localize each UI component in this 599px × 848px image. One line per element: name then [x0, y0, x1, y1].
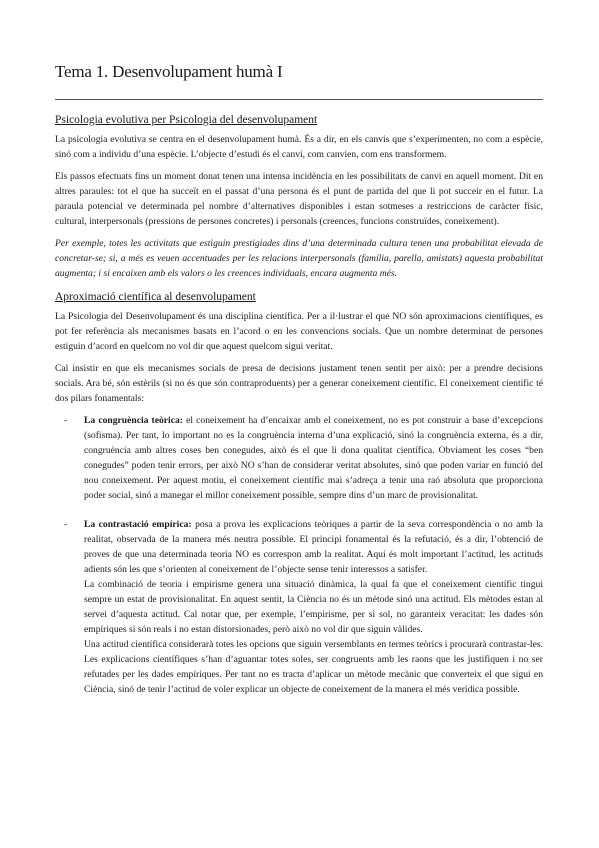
example-paragraph: Per exemple, totes les activitats que estiguin prestigiades dins d’una determinada cultura tenen una probabilitat elevada de concretar-se; si, a més es veuen accentuades per les relacions interpersonals (família, parella, amistats) aquesta probabilitat augmenta; i si encaixen amb els valors o les creences individuals, encara augmenta més. — [55, 238, 543, 279]
list-item-paragraph: Una actitud científica considerarà totes les opcions que siguin versemblants en termes teòrics i procurarà contrastar-les. Les explicacions científiques s’han d’aguantar totes soles, ser congruents amb les raons que les justifiquen i no ser refutades per les dades empíriques. Per tant no es tracta d’aplicar un mètode mecànic que converteix el que sigui en Ciència, sinó de tenir l’actitud de voler explicar un objecte de coneixement de la manera el més verídica possible. — [84, 639, 543, 695]
document-body — [55, 114, 543, 711]
dash-bullet: - — [64, 415, 68, 426]
list-item-term: La congruència teòrica: — [84, 415, 183, 426]
list-item-paragraph: La combinació de teoria i empirisme genera una situació dinàmica, la qual fa que el coneixement científic tingui sempre un estat de provisionalitat. En aquest sentit, la Ciència no és un mètode sinó una actitud. Els mètodes estan al servei d’aquesta actitud. Cal notar que, per exemple, l’empirisme, per si sol, no garanteix veracitat: les dades són empíriques si són reals i no estan distorsionades, però això no vol dir que siguin vàlides. — [84, 579, 543, 635]
section-psicologia-evolutiva — [55, 114, 543, 281]
title-divider — [55, 99, 543, 100]
list-item-text: el coneixement ha d’encaixar amb el coneixement, no es pot construir a base d’excepcions (sofisma). Per tant, lo important no es la congruència interna d’una explicació, sinó la congruència externa, és a dir, congruència amb altres coses ben conegudes, això és el que li dona qualitat científica. Obviament les coses “ben conegudes” poden tenir errors, per això NO s’han de considerar veritat absolutes, sinó que poden variar en funció del nou coneixement. Per aquest motiu, el coneixement científic mai s’adreça a tenir una raó absoluta que proporciona poder social, sinó a manegar el millor coneixement possible, sempre dins d’un marc de provisionalitat. — [84, 415, 543, 501]
dash-bullet: - — [64, 519, 68, 530]
paragraph: La psicologia evolutiva se centra en el desenvolupament humà. És a dir, en els canvis que s’experimenten, no com a espècie, sinó com a individu d’una espècie. L’objecte d’estudi és el canvi, com canvien, com ens transformem. — [55, 134, 543, 160]
section-heading: Aproximació científica al desenvolupament — [55, 291, 256, 303]
list-item-congruencia — [55, 413, 543, 503]
list-item-term: La contrastació empírica: — [84, 519, 192, 530]
list-item-text: posa a prova les explicacions teòriques a partir de la seva correspondència o no amb la realitat, observada de la manera més neutra possible. El principi fonamental és la refutació, és a dir, l’obtenció de proves de que una determinada teoria NO es correspon amb la realitat. Aquí és molt important l’actitud, les actituds adients són les que s’orienten al coneixement de l’objecte sense tenir interessos a satisfer. — [84, 519, 543, 575]
section-heading: Psicologia evolutiva per Psicologia del desenvolupament — [55, 114, 318, 126]
list-item-paragraph — [84, 413, 543, 503]
list-item-paragraph — [84, 517, 543, 577]
paragraph: Els passos efectuats fins un moment donat tenen una intensa incidència en les possibilitats de canvi en aquell moment. Dit en altres paraules: tot el que ha succeït en el passat d’una persona és el punt de partida del que li pot succeir en el futur. La paraula potencial ve determinada pel nombre d’alternatives disponibles i estan sotmeses a restriccions de caràcter físic, cultural, interpersonals (pressions de persones concretes) i personals (creences, funcions construïdes, coneixement). — [55, 171, 543, 227]
section-aproximacio-cientifica — [55, 291, 543, 697]
pillars-list — [55, 413, 543, 697]
page-title: Tema 1. Desenvolupament humà I — [55, 62, 283, 81]
list-item-contrastacio — [55, 517, 543, 697]
paragraph: Cal insistir en que els mecanismes socials de presa de decisions justament tenen sentit per això: per a prendre decisions socials. Ara bé, són estèrils (si no és que són contraproduents) per a generar coneixement científic. El coneixement científic té dos pilars fonamentals: — [55, 363, 543, 404]
paragraph: La Psicologia del Desenvolupament és una disciplina científica. Per a il·lustrar el que NO són aproximacions científiques, es pot fer referència als mecanismes basats en l’acord o en les convencions socials. Que un nombre determinat de persones estiguin d’acord en quelcom no vol dir que aquest quelcom sigui veritat. — [55, 311, 543, 352]
